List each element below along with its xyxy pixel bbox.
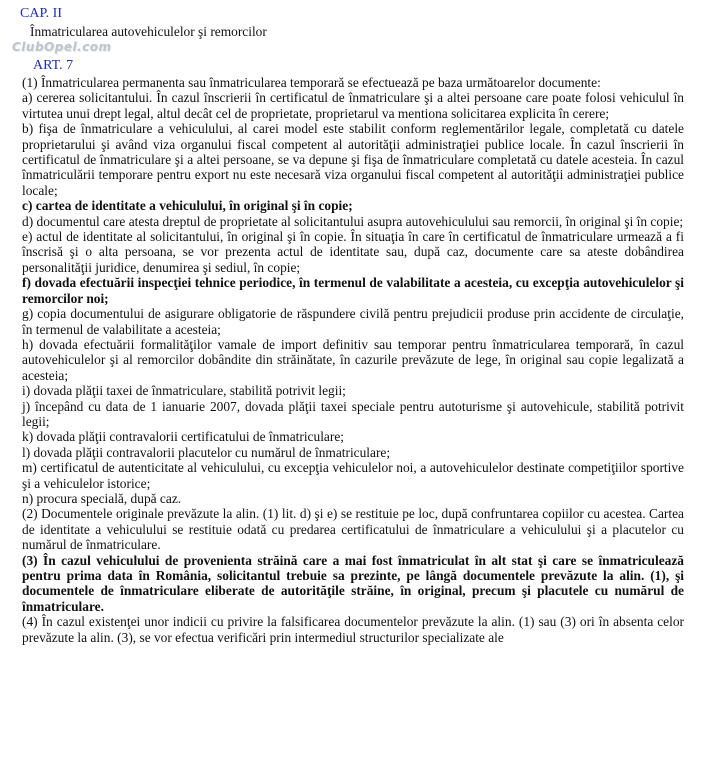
paragraph-a: a) cererea solicitantului. În cazul înscrierii în certificatul de înmatriculare şi a altei persoane care poate folosi vehiculul în virtutea unui drept legal, altul decât cel de proprietate, proprietarul va mentiona solicitarea explicita în cerere; <box>22 90 684 121</box>
paragraph-l: l) dovada plăţii contravalorii placutelor cu numărul de înmatriculare; <box>22 444 391 460</box>
chapter-subtitle: Înmatricularea autovehiculelor şi remorcilor <box>30 24 267 39</box>
paragraph-e: e) actul de identitate al solicitantului, în original şi în copie. În situaţia în care în certificatul de înmatriculare urmează a fi înscrisă şi o alta persoana, se vor prezenta actul de identitate sau, după caz, documente care sa ateste dobândirea personalităţii juridice, denumirea şi sediul, în copie; <box>22 229 684 275</box>
paragraph-j: j) începând cu data de 1 ianuarie 2007, dovada plăţii taxei speciale pentru autoturisme şi autovehicule, stabilită potrivit legii; <box>22 398 684 429</box>
paragraph-b: b) fişa de înmatriculare a vehiculului, al carei model este stabilit conform reglementărilor legale, completată cu datele proprietarului şi având viza organului fiscal competent al autorităţii administraţiei publice locale. În cazul înscrierii în certificatul de înmatriculare şi a altei persoane, se va depune şi fişa de înmatriculare completată cu datele acesteia. În cazul înmatriculării temporare pentru export nu este necesară viza organului fiscal competent al autorităţii administraţiei publice locale; <box>22 121 684 198</box>
paragraph-d: d) documentul care atesta dreptul de proprietate al solicitantului asupra autovehiculului sau remorcii, în original şi în copie; <box>22 213 684 229</box>
paragraph-h: h) dovada efectuării formalităţilor vamale de import definitiv sau temporar pentru înmatricularea temporară, în cazul autovehiculelor şi al remorcilor dobândite din străinătate, în cazurile prevăzute de lege, în original sau copie legalizată a acesteia; <box>22 336 684 383</box>
article-body <box>22 75 684 645</box>
watermark-logo: ClubOpel.com <box>12 40 112 54</box>
paragraph-2: (2) Documentele originale prevăzute la alin. (1) lit. d) şi e) se restituie pe loc, după confruntarea copiilor cu acestea. Cartea de identitate a vehiculului se restituie odată cu predarea certificatului de înmatriculare a vehiculului şi a placutelor cu numărul de înmatriculare. <box>22 506 684 553</box>
paragraph-1: (1) Înmatricularea permanenta sau înmatricularea temporară se efectuează pe baza următoarelor documente: <box>22 75 601 90</box>
article-heading: ART. 7 <box>33 58 74 73</box>
paragraph-4: (4) În cazul existenţei unor indicii cu privire la falsificarea documentelor prevăzute la alin. (1) sau (3) ori în absenta celor prevăzute la alin. (3), se vor efectua verificări prin intermediul structurilor specializate ale <box>22 614 684 645</box>
paragraph-m: m) certificatul de autenticitate al vehiculului, cu excepţia vehiculelor noi, a autovehiculelor destinate competiţiilor sportive şi a vehiculelor istorice; <box>22 460 684 491</box>
paragraph-f: f) dovada efectuării inspecţiei tehnice periodice, în termenul de valabilitate a acesteia, cu excepţia autovehiculelor şi remorcilor noi; <box>22 275 684 306</box>
paragraph-c: c) cartea de identitate a vehiculului, în original şi în copie; <box>22 198 353 214</box>
paragraph-i: i) dovada plăţii taxei de înmatriculare, stabilită potrivit legii; <box>22 383 346 399</box>
chapter-heading: CAP. II <box>20 6 63 21</box>
paragraph-3: (3) În cazul vehiculului de provenienta străină care a mai fost înmatriculat în alt stat şi care se înmatriculează pentru prima data în România, solicitantul trebuie sa prezinte, pe lângă documentele prevăzute la alin. (1), şi documentele de înmatriculare eliberate de autorităţile străine, în original, precum şi placutele cu numărul de înmatriculare. <box>22 552 684 614</box>
paragraph-g: g) copia documentului de asigurare obligatorie de răspundere civilă pentru prejudicii produse prin accidente de circulaţie, în termenul de valabilitate a acesteia; <box>22 306 684 337</box>
paragraph-n: n) procura specială, după caz. <box>22 490 182 506</box>
paragraph-k: k) dovada plăţii contravalorii certificatului de înmatriculare; <box>22 429 344 445</box>
